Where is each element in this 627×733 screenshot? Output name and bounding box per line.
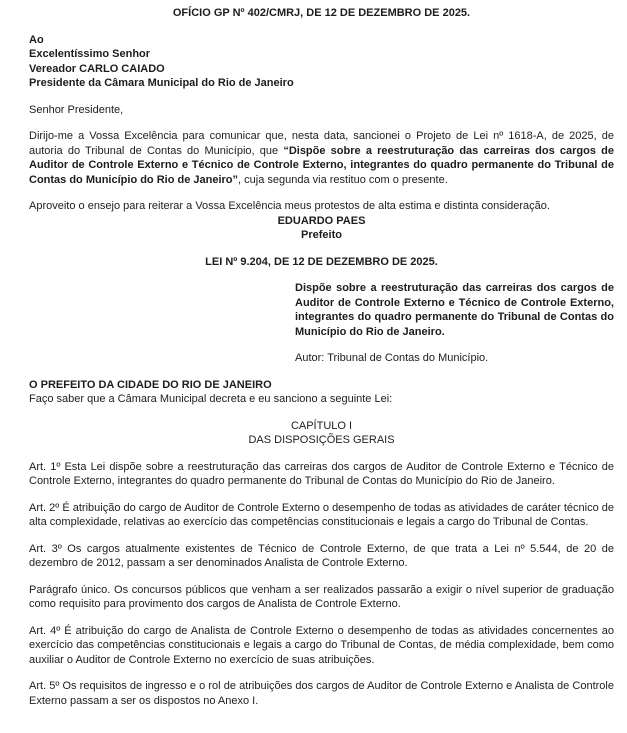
law-preamble-text: Faço saber que a Câmara Municipal decreta e eu sanciono a seguinte Lei: bbox=[29, 393, 393, 405]
chapter-heading-block bbox=[29, 419, 614, 448]
law-article-2: Art. 2º É atribuição do cargo de Auditor de Controle Externo o desempenho de todas as atividades de caráter técnico de alta complexidade, relativas ao exercício das competências constitucionais e legais a cargo do Tribunal de Contas. bbox=[29, 501, 614, 528]
closing-and-signature-block bbox=[29, 199, 614, 243]
oficio-body-intro: Dirijo-me a Vossa Excelência para comunicar que, nesta data, sancionei o Projeto de Lei nº 1618-A, de 2025, de autoria do Tribunal de Contas do Município, que bbox=[29, 130, 614, 157]
addressee-line-ao: Ao bbox=[29, 33, 44, 46]
chapter-subheading: DAS DISPOSIÇÕES GERAIS bbox=[248, 434, 395, 446]
law-article-3-paragrafo-unico: Parágrafo único. Os concursos públicos que venham a ser realizados passarão a exigir o nível superior de graduação como requisito para provimento dos cargos de Analista de Controle Externo. bbox=[29, 583, 614, 610]
addressee-line-title: Presidente da Câmara Municipal do Rio de Janeiro bbox=[29, 77, 294, 89]
signature-name: EDUARDO PAES bbox=[277, 214, 366, 227]
law-article-5: Art. 5º Os requisitos de ingresso e o rol de atribuições dos cargos de Auditor de Controle Externo e Analista de Controle Externo passam a ser os dispostos no Anexo I. bbox=[29, 680, 614, 707]
addressee-block bbox=[29, 33, 614, 91]
oficio-title: OFÍCIO GP Nº 402/CMRJ, DE 12 DE DEZEMBRO DE 2025. bbox=[172, 7, 471, 19]
chapter-heading: CAPÍTULO I bbox=[290, 419, 353, 432]
law-preamble-block bbox=[29, 378, 614, 407]
law-preamble-heading: O PREFEITO DA CIDADE DO RIO DE JANEIRO bbox=[29, 378, 272, 391]
signature-role: Prefeito bbox=[301, 229, 342, 241]
law-article-4: Art. 4º É atribuição do cargo de Analista de Controle Externo o desempenho de todas as atividades concernentes ao exercício das competências constitucionais e legais a cargo do Tribunal de Contas, de média complexidade, bem como auxiliar o Auditor de Controle Externo no exercício de suas atribuições. bbox=[29, 624, 614, 666]
oficio-body-paragraph bbox=[29, 129, 614, 187]
addressee-line-honorific: Excelentíssimo Senhor bbox=[29, 48, 151, 60]
law-author: Autor: Tribunal de Contas do Município. bbox=[295, 352, 489, 364]
law-article-1: Art. 1º Esta Lei dispõe sobre a reestruturação das carreiras dos cargos de Auditor de Controle Externo e Técnico de Controle Externo, integrantes do quadro permanente do Tribunal de Contas do Município do Rio de Janeiro. bbox=[29, 460, 614, 487]
oficio-body-outro: , cuja segunda via restituo com o presente. bbox=[238, 173, 448, 186]
oficio-body-quote: “Dispõe sobre a reestruturação das carreiras dos cargos de Auditor de Controle Externo e Técnico de Controle Externo, integrantes do quadro permanente do Tribunal de Contas do Município do Rio de Janeiro” bbox=[29, 144, 614, 186]
law-ementa: Dispõe sobre a reestruturação das carreiras dos cargos de Auditor de Controle Externo e Técnico de Controle Externo, integrantes do quadro permanente do Tribunal de Contas do Município do Rio de Janeiro. bbox=[295, 282, 614, 338]
closing-paragraph: Aproveito o ensejo para reiterar a Vossa Excelência meus protestos de alta estima e distinta consideração. bbox=[29, 200, 550, 212]
salutation: Senhor Presidente, bbox=[29, 103, 124, 116]
law-article-3: Art. 3º Os cargos atualmente existentes de Técnico de Controle Externo, de que trata a Lei nº 5.544, de 20 de dezembro de 2012, passam a ser denominados Analista de Controle Externo. bbox=[29, 542, 614, 569]
law-title: LEI Nº 9.204, DE 12 DE DEZEMBRO DE 2025. bbox=[205, 255, 438, 268]
addressee-line-name: Vereador CARLO CAIADO bbox=[29, 62, 165, 75]
